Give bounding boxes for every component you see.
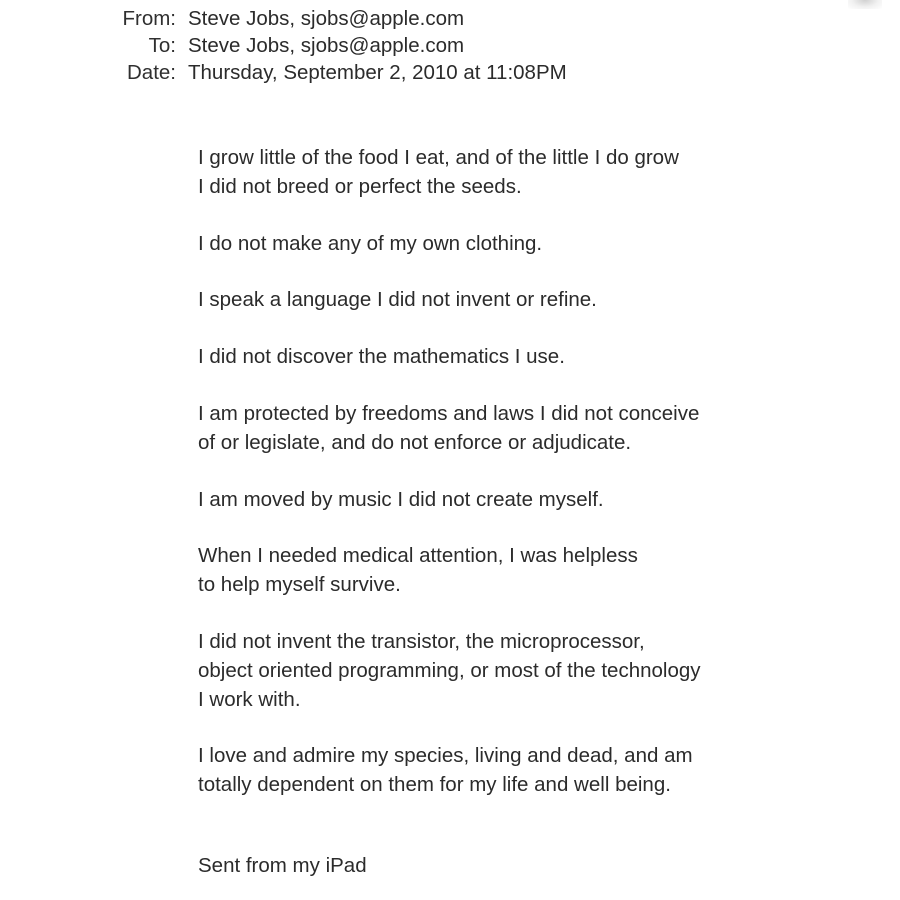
body-paragraph: [198, 230, 878, 259]
date-label: Date:: [127, 61, 176, 84]
body-paragraph: [198, 486, 878, 515]
body-paragraph: [198, 742, 878, 800]
email-header-block: [0, 5, 900, 86]
body-line: I work with.: [198, 687, 301, 711]
body-line: I did not discover the mathematics I use.: [198, 345, 565, 369]
body-paragraph: [198, 286, 878, 315]
body-paragraph: [198, 400, 878, 458]
email-signature: [198, 852, 878, 881]
body-line: I speak a language I did not invent or refine.: [198, 288, 597, 312]
header-row-from: [0, 5, 900, 32]
from-value: Steve Jobs, sjobs@apple.com: [188, 7, 465, 30]
body-line: I did not breed or perfect the seeds.: [198, 174, 522, 198]
body-line: When I needed medical attention, I was helpless: [198, 544, 638, 568]
body-line: object oriented programming, or most of the technology: [198, 658, 701, 682]
header-row-to: [0, 32, 900, 59]
body-line: I love and admire my species, living and dead, and am: [198, 744, 693, 768]
body-line: totally dependent on them for my life and well being.: [198, 773, 671, 797]
from-label: From:: [122, 7, 176, 30]
body-paragraph: [198, 628, 878, 714]
email-body: [198, 144, 878, 881]
to-value: Steve Jobs, sjobs@apple.com: [188, 34, 465, 57]
body-line: to help myself survive.: [198, 573, 401, 597]
date-value: Thursday, September 2, 2010 at 11:08PM: [188, 61, 567, 84]
body-paragraph: [198, 144, 878, 202]
body-line: I grow little of the food I eat, and of the little I do grow: [198, 146, 679, 169]
signature-line: Sent from my iPad: [198, 853, 367, 877]
body-line: I am moved by music I did not create myself.: [198, 487, 604, 511]
body-paragraph: [198, 343, 878, 372]
header-row-date: [0, 59, 900, 86]
body-line: I do not make any of my own clothing.: [198, 231, 543, 255]
body-line: I did not invent the transistor, the microprocessor,: [198, 629, 645, 653]
body-line: of or legislate, and do not enforce or adjudicate.: [198, 430, 632, 454]
body-line: I am protected by freedoms and laws I did not conceive: [198, 401, 700, 425]
body-paragraph: [198, 542, 878, 600]
to-label: To:: [148, 34, 176, 57]
